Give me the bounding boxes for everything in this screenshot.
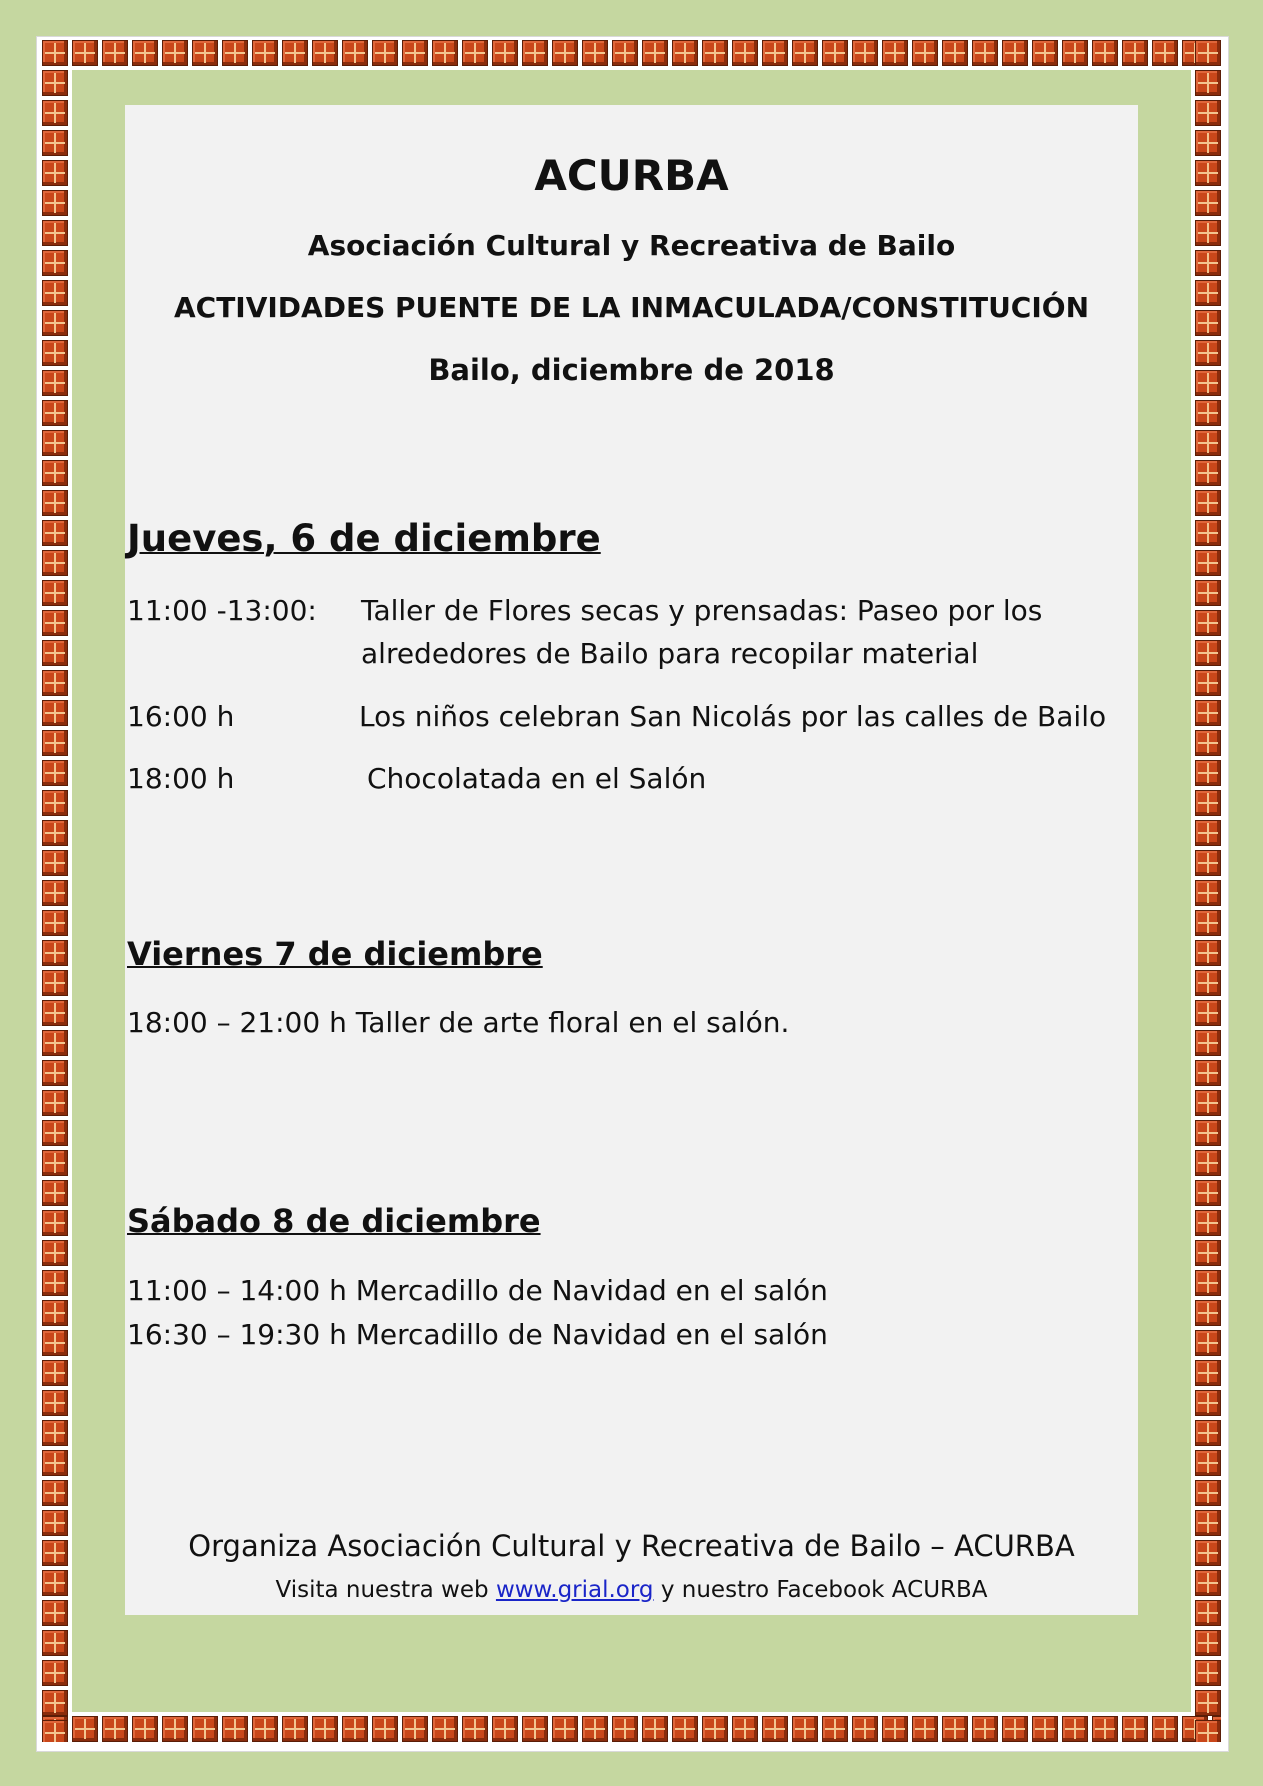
brick-tile — [42, 100, 68, 126]
brick-tile — [42, 910, 68, 936]
brick-tile — [1195, 640, 1221, 666]
brick-tile — [42, 1180, 68, 1206]
brick-tile — [1122, 40, 1148, 66]
brick-tile — [42, 1690, 68, 1716]
brick-tile — [42, 280, 68, 306]
brick-tile — [42, 1300, 68, 1326]
brick-tile — [42, 550, 68, 576]
page-title: ACURBA — [534, 151, 729, 200]
brick-tile — [42, 340, 68, 366]
brick-tile — [1195, 550, 1221, 576]
brick-tile — [42, 1330, 68, 1356]
brick-tile — [1195, 1630, 1221, 1656]
brick-tile — [1195, 820, 1221, 846]
brick-tile — [1195, 370, 1221, 396]
brick-tile — [432, 40, 458, 66]
brick-tile — [1195, 940, 1221, 966]
brick-tile — [42, 1120, 68, 1146]
brick-tile — [42, 370, 68, 396]
brick-tile — [1195, 1720, 1221, 1742]
brick-tile — [1195, 490, 1221, 516]
brick-tile — [612, 40, 638, 66]
brick-tile — [1195, 130, 1221, 156]
brick-tile — [42, 190, 68, 216]
brick-tile — [42, 1600, 68, 1626]
brick-tile — [1195, 1660, 1221, 1686]
brick-tile — [252, 1716, 278, 1742]
brick-tile — [42, 460, 68, 486]
brick-tile — [252, 40, 278, 66]
brick-tile — [1195, 1450, 1221, 1476]
brick-tile — [372, 40, 398, 66]
website-link[interactable]: www.grial.org — [495, 1577, 654, 1603]
brick-tile — [1122, 1716, 1148, 1742]
brick-tile — [42, 1660, 68, 1686]
brick-tile — [1195, 1150, 1221, 1176]
brick-tile — [42, 1420, 68, 1446]
event-line: 18:00 – 21:00 h Taller de arte floral en el salón. — [127, 1006, 790, 1039]
brick-tile — [1195, 250, 1221, 276]
brick-tile — [42, 1360, 68, 1386]
brick-tile — [912, 1716, 938, 1742]
brick-tile — [582, 40, 608, 66]
brick-tile — [882, 1716, 908, 1742]
brick-tile — [42, 1210, 68, 1236]
brick-tile — [1195, 1330, 1221, 1356]
brick-tile — [42, 1090, 68, 1116]
brick-tile — [972, 1716, 998, 1742]
brick-tile — [942, 40, 968, 66]
brick-tile — [1195, 1390, 1221, 1416]
brick-tile — [102, 1716, 128, 1742]
brick-tile — [42, 490, 68, 516]
brick-tile — [732, 40, 758, 66]
brick-tile — [1195, 400, 1221, 426]
brick-tile — [42, 1030, 68, 1056]
brick-tile — [1195, 1210, 1221, 1236]
brick-tile — [42, 520, 68, 546]
brick-tile — [852, 1716, 878, 1742]
brick-border-right — [1195, 40, 1221, 1742]
brick-tile — [492, 40, 518, 66]
brick-tile — [822, 1716, 848, 1742]
brick-tile — [1195, 670, 1221, 696]
brick-tile — [72, 1716, 98, 1742]
brick-tile — [1195, 1000, 1221, 1026]
brick-tile — [42, 1270, 68, 1296]
day-heading-thursday: Jueves, 6 de diciembre — [127, 517, 601, 560]
brick-tile — [1195, 310, 1221, 336]
brick-tile — [342, 1716, 368, 1742]
brick-tile — [372, 1716, 398, 1742]
brick-tile — [1195, 1270, 1221, 1296]
brick-tile — [972, 40, 998, 66]
brick-tile — [1195, 520, 1221, 546]
brick-tile — [42, 1570, 68, 1596]
brick-tile — [132, 1716, 158, 1742]
brick-tile — [1195, 1120, 1221, 1146]
event-description-cont: alrededores de Bailo para recopilar material — [361, 637, 979, 670]
brick-tile — [492, 1716, 518, 1742]
brick-tile — [42, 130, 68, 156]
brick-tile — [1195, 760, 1221, 786]
visit-line — [125, 1577, 1138, 1603]
brick-tile — [42, 820, 68, 846]
brick-tile — [552, 1716, 578, 1742]
brick-tile — [42, 1390, 68, 1416]
brick-tile — [852, 40, 878, 66]
brick-tile — [1195, 40, 1221, 66]
brick-tile — [702, 1716, 728, 1742]
brick-tile — [42, 700, 68, 726]
brick-tile — [282, 40, 308, 66]
brick-tile — [1062, 40, 1088, 66]
event-time: 18:00 h — [127, 762, 235, 795]
brick-tile — [42, 400, 68, 426]
brick-tile — [42, 1630, 68, 1656]
brick-tile — [1195, 1300, 1221, 1326]
brick-tile — [522, 40, 548, 66]
brick-tile — [762, 1716, 788, 1742]
brick-tile — [132, 40, 158, 66]
brick-tile — [402, 40, 428, 66]
brick-tile — [1195, 1690, 1221, 1716]
brick-tile — [42, 220, 68, 246]
brick-tile — [762, 40, 788, 66]
brick-tile — [1195, 220, 1221, 246]
brick-tile — [312, 1716, 338, 1742]
brick-tile — [1195, 880, 1221, 906]
brick-tile — [1002, 1716, 1028, 1742]
brick-tile — [42, 970, 68, 996]
brick-tile — [552, 40, 578, 66]
brick-tile — [1195, 910, 1221, 936]
brick-tile — [402, 1716, 428, 1742]
brick-tile — [1195, 1600, 1221, 1626]
brick-tile — [222, 40, 248, 66]
brick-tile — [42, 940, 68, 966]
brick-tile — [1195, 790, 1221, 816]
brick-tile — [42, 1540, 68, 1566]
brick-tile — [1195, 340, 1221, 366]
brick-tile — [42, 880, 68, 906]
brick-tile — [1092, 40, 1118, 66]
brick-tile — [1195, 280, 1221, 306]
brick-tile — [162, 40, 188, 66]
brick-tile — [1195, 970, 1221, 996]
brick-tile — [672, 1716, 698, 1742]
brick-tile — [42, 40, 68, 66]
brick-tile — [1195, 1180, 1221, 1206]
brick-tile — [1195, 1480, 1221, 1506]
brick-tile — [522, 1716, 548, 1742]
brick-border-bottom — [42, 1716, 1221, 1742]
brick-tile — [42, 310, 68, 336]
brick-tile — [912, 40, 938, 66]
brick-tile — [42, 580, 68, 606]
brick-tile — [1032, 1716, 1058, 1742]
brick-tile — [42, 430, 68, 456]
brick-tile — [1195, 70, 1221, 96]
brick-tile — [192, 40, 218, 66]
brick-tile — [642, 40, 668, 66]
brick-tile — [942, 1716, 968, 1742]
event-time: 16:00 h — [127, 700, 235, 733]
event-description: Taller de Flores secas y prensadas: Paseo por los — [361, 594, 1043, 627]
brick-tile — [1195, 460, 1221, 486]
brick-tile — [1092, 1716, 1118, 1742]
brick-tile — [102, 40, 128, 66]
brick-tile — [1195, 1510, 1221, 1536]
brick-tile — [42, 1060, 68, 1086]
event-description: Chocolatada en el Salón — [367, 762, 707, 795]
brick-tile — [732, 1716, 758, 1742]
organizer-line: Organiza Asociación Cultural y Recreativa de Bailo – ACURBA — [188, 1529, 1075, 1563]
activities-heading: ACTIVIDADES PUENTE DE LA INMACULADA/CONSTITUCIÓN — [173, 291, 1090, 324]
brick-tile — [1195, 580, 1221, 606]
brick-tile — [1195, 190, 1221, 216]
brick-tile — [792, 1716, 818, 1742]
brick-tile — [582, 1716, 608, 1742]
visit-suffix: y nuestro Facebook ACURBA — [660, 1577, 988, 1603]
brick-tile — [702, 40, 728, 66]
brick-tile — [42, 1450, 68, 1476]
brick-tile — [1062, 1716, 1088, 1742]
event-line: 16:30 – 19:30 h Mercadillo de Navidad en el salón — [127, 1318, 828, 1351]
day-heading-friday: Viernes 7 de diciembre — [127, 935, 543, 973]
brick-tile — [42, 610, 68, 636]
brick-tile — [42, 70, 68, 96]
day-heading-saturday: Sábado 8 de diciembre — [127, 1202, 541, 1240]
brick-tile — [42, 1240, 68, 1266]
brick-tile — [1195, 160, 1221, 186]
brick-tile — [1195, 1420, 1221, 1446]
brick-tile — [42, 1480, 68, 1506]
brick-tile — [1002, 40, 1028, 66]
brick-tile — [1195, 730, 1221, 756]
brick-tile — [42, 1150, 68, 1176]
brick-tile — [612, 1716, 638, 1742]
brick-tile — [1152, 40, 1178, 66]
brick-tile — [42, 640, 68, 666]
brick-tile — [882, 40, 908, 66]
brick-tile — [1195, 1060, 1221, 1086]
brick-tile — [312, 40, 338, 66]
brick-tile — [42, 760, 68, 786]
place-date: Bailo, diciembre de 2018 — [428, 353, 835, 387]
association-name: Asociación Cultural y Recreativa de Bailo — [307, 229, 956, 262]
brick-tile — [1195, 1540, 1221, 1566]
brick-tile — [1195, 100, 1221, 126]
brick-tile — [462, 40, 488, 66]
brick-border-top — [42, 40, 1221, 66]
brick-tile — [1032, 40, 1058, 66]
brick-tile — [42, 1720, 68, 1742]
brick-tile — [282, 1716, 308, 1742]
brick-tile — [342, 40, 368, 66]
brick-tile — [42, 1510, 68, 1536]
brick-tile — [42, 1000, 68, 1026]
brick-tile — [42, 670, 68, 696]
brick-tile — [672, 40, 698, 66]
brick-tile — [222, 1716, 248, 1742]
brick-tile — [1195, 1570, 1221, 1596]
brick-tile — [192, 1716, 218, 1742]
brick-tile — [42, 250, 68, 276]
event-time: 11:00 -13:00: — [127, 594, 317, 627]
brick-tile — [642, 1716, 668, 1742]
brick-tile — [1195, 430, 1221, 456]
event-line: 11:00 – 14:00 h Mercadillo de Navidad en el salón — [127, 1274, 828, 1307]
brick-tile — [42, 160, 68, 186]
brick-tile — [822, 40, 848, 66]
brick-tile — [1195, 1030, 1221, 1056]
brick-tile — [432, 1716, 458, 1742]
brick-tile — [42, 790, 68, 816]
brick-tile — [1195, 610, 1221, 636]
brick-tile — [462, 1716, 488, 1742]
brick-tile — [42, 730, 68, 756]
brick-tile — [792, 40, 818, 66]
brick-tile — [1195, 1090, 1221, 1116]
brick-border-left — [42, 40, 68, 1742]
brick-tile — [1195, 1240, 1221, 1266]
content-panel — [125, 105, 1138, 1615]
brick-tile — [72, 40, 98, 66]
brick-tile — [1195, 700, 1221, 726]
visit-prefix: Visita nuestra web — [275, 1577, 489, 1603]
brick-tile — [1152, 1716, 1178, 1742]
brick-tile — [162, 1716, 188, 1742]
brick-tile — [42, 850, 68, 876]
brick-tile — [1195, 1360, 1221, 1386]
event-description: Los niños celebran San Nicolás por las calles de Bailo — [359, 700, 1107, 733]
brick-tile — [1195, 850, 1221, 876]
